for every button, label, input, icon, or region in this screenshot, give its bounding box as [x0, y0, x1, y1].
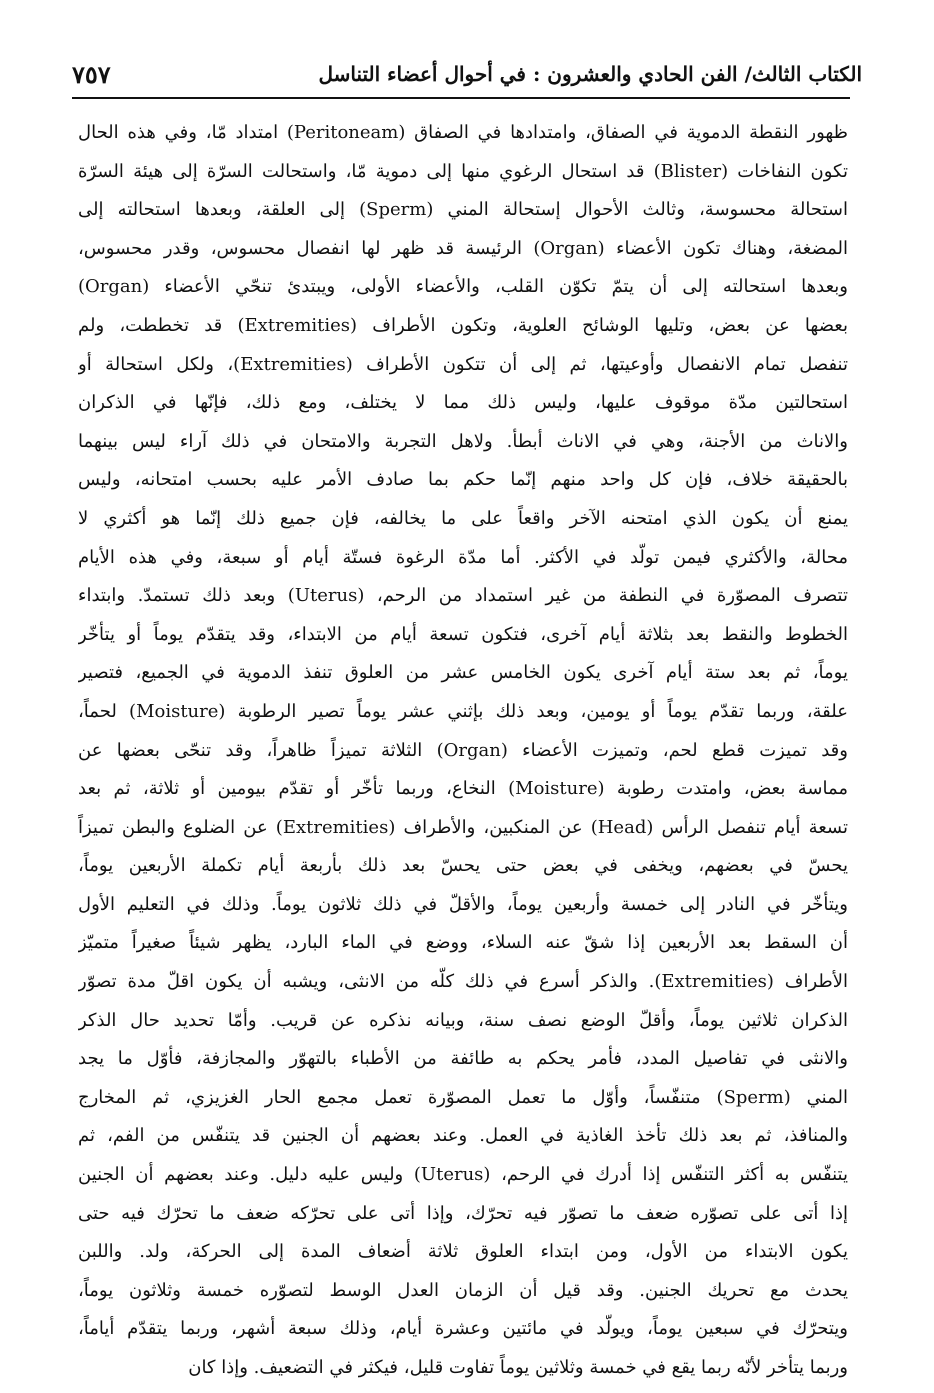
text-line: المني (Sperm) متنفّساً، وأوّل ما تعمل المصوّرة تعمل مجمع الحار الغزيزي، ثم المخارج: [78, 1086, 848, 1108]
text-line: وقد تميزت قطع لحم، وتميزت الأعضاء (Organ) الثلاثة تميزاً ظاهراً، وقد تنحّى بعضها عن: [78, 739, 848, 761]
text-line: مماسة بعض، وامتدت رطوبة (Moisture) النخاع، وربما تأخّر أو تقدّم بيومين أو ثلاثة، ثم بعد: [78, 778, 848, 800]
text-line: تسعة أيام تنفصل الرأس (Head) عن المنكبين، والأطراف (Extremities) عن الضلوع والبطن تميزاً: [78, 816, 848, 838]
text-line: ويتأخّر في النادر إلى خمسة وأربعين يوماً، والأقلّ في ذلك ثلاثون يوماً. وذلك في التعليم الأول: [78, 893, 848, 915]
text-line: استحالتين مدّة موقوف عليها، وليس ذلك مما لا يختلف، ومع ذلك، فإنّها في الذكران: [78, 392, 848, 414]
text-line: يوماً، ثم بعد ستة أيام آخرى يكون الخامس عشر من العلوق تنفذ الدموية في الجميع، فتصير: [78, 662, 848, 684]
text-line: يتنفّس به أكثر التنفّس إذا أدرك في الرحم، (Uterus) وليس عليه دليل. وعند بعضهم أن الجنين: [78, 1164, 848, 1186]
text-line: والانثى في تفاصيل المدد، فأمر يحكم به طائفة من الأطباء بالتهوّر والمجازفة، فأوّل ما يجد: [78, 1048, 848, 1070]
body-text: [78, 114, 848, 1388]
text-line: الأطراف (Extremities). والذكر أسرع في ذلك كلّه من الانثى، ويشبه أن يكون اقلّ مدة تصوّر: [78, 971, 848, 993]
text-line: تتصرف المصوّرة في النطفة من غير استمداد من الرحم، (Uterus) وبعد ذلك تستمدّ. وابتداء: [78, 585, 848, 607]
text-line: ظهور النقطة الدموية في الصفاق، وامتدادها في الصفاق (Peritoneam) امتداد مّا، وفي هذه الحال: [78, 122, 848, 143]
text-line: بالحقيقة خلاف، فإن كل واحد منهم إنّما حكم بما صادف الأمر عليه بحسب امتحانه، وليس: [78, 469, 848, 491]
page-number: ٧٥٧: [72, 59, 111, 89]
text-line: إذا أتى على تصوّره ضعف ما تصوّر فيه تحرّك، وإذا أتى على تحرّكه ضعف ما تحرّك فيه حتى: [78, 1202, 848, 1224]
text-line: يكون الابتداء من الأول، ومن ابتداء العلوق ثلاثة أضعاف المدة إلى الحركة، ولد. واللبن: [78, 1241, 848, 1263]
running-header: [72, 52, 862, 96]
text-line: بعضها عن بعض، وتليها الوشائح العلوية، وتكون الأطراف (Extremities) قد تخططت، ولم: [78, 314, 848, 336]
header-rule: [72, 97, 850, 99]
text-line: المضغة، وهناك تكون الأعضاء (Organ) الرئيسة قد ظهر لها انفصال محسوس، وقدر محسوس،: [78, 237, 848, 259]
text-line: وبعدها استحالته إلى أن يتمّ تكوّن القلب، والأعضاء الأولى، ويبتدئ تنحّي الأعضاء (Organ): [78, 276, 848, 298]
text-line: ويتحرّك في سبعين يوماً، ويولّد في مائتين وعشرة أيام، وذلك سبعة أشهر، وربما يتقدّم أياماً،: [78, 1318, 848, 1340]
text-line: علقة، وربما تقدّم يوماً أو يومين، وبعد ذلك بإثني عشر يوماً تصير الرطوبة (Moisture) لحماً،: [78, 700, 848, 722]
text-line: محالة، والأكثري فيمن تولّد في الأكثر. أما مدّة الرغوة فستّة أيام أو سبعة، وفي هذه الأيام: [78, 546, 848, 568]
text-line: الخطوط والنقط بعد بثلاثة أيام آخرى، فتكون تسعة أيام من الابتداء، وقد يتقدّم يوماً أو يتأخّر: [78, 623, 848, 645]
text-line: يمنع أن يكون الذي امتحنه الآخر واقعاً على ما يخالفه، فإن جميع ذلك إنّما هو أكثري لا: [78, 507, 848, 529]
text-line: تكون النفاخات (Blister) قد استحال الرغوي منها إلى دموية مّا، واستحالت السرّة إلى هيئة السرّة: [78, 160, 848, 182]
text-line: يحسّ في بعضهم، ويخفى في بعض حتى يحسّ بعد ذلك بأربعة أيام تكملة الأربعين يوماً،: [78, 855, 848, 877]
text-line: يحدث مع تحريك الجنين. وقد قيل أن الزمان العدل الوسط لتصوّره خمسة وثلاثون يوماً،: [78, 1279, 848, 1301]
text-line: والمنافذ، ثم بعد ذلك تأخذ الغاذية في العمل. وعند بعضهم أن الجنين قد يتنفّس من الفم، ثم: [78, 1125, 848, 1147]
running-header-title: الكتاب الثالث/ الفن الحادي والعشرون : في أحوال أعضاء التناسل: [318, 62, 862, 86]
text-line: تنفصل تمام الانفصال وأوعيتها، ثم إلى أن تتكون الأطراف (Extremities)، ولكل استحالة أو: [78, 353, 848, 375]
text-line: أن السقط بعد الأربعين إذا شقّ عنه السلاء، ووضع في الماء البارد، يظهر شيئاً صغيراً متميّز: [78, 932, 848, 954]
text-line: والاناث من الأجنة، وهي في الاناث أبطأ. ولاهل التجربة والامتحان في ذلك آراء ليس بينهما: [78, 430, 848, 452]
text-line: الذكران ثلاثين يوماً، وأقلّ الوضع نصف سنة، وبيانه نذكره عن قريب. وأمّا تحديد حال الذكر: [78, 1009, 848, 1031]
text-line: استحالة محسوسة، وثالث الأحوال إستحالة المني (Sperm) إلى العلقة، وبعدها استحالته إلى: [78, 199, 848, 221]
text-line: وربما يتأخر لأنّه ربما يقع في خمسة وثلاثين يوماً تفاوت قليل، فيكثر في التضعيف. وإذا كان: [188, 1357, 848, 1378]
